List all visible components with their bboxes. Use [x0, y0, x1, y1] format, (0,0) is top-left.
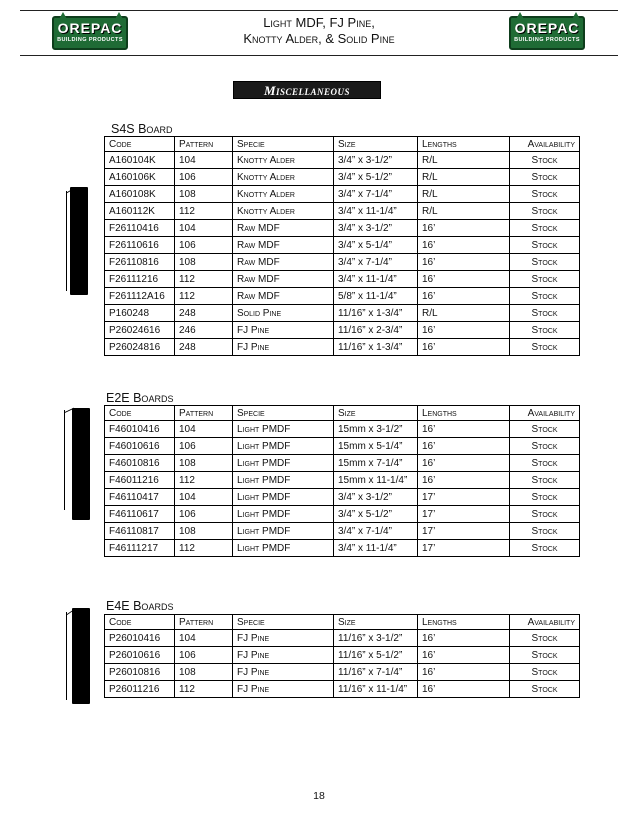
col-lengths: Lengths — [418, 406, 510, 421]
cell-pattern: 112 — [175, 540, 233, 557]
e2e-table — [104, 405, 580, 557]
table-row — [105, 220, 580, 237]
cell-pattern: 106 — [175, 438, 233, 455]
cell-pattern: 108 — [175, 664, 233, 681]
section-banner-label: Miscellaneous — [263, 83, 351, 98]
cell-pattern: 112 — [175, 472, 233, 489]
col-pattern: Pattern — [175, 137, 233, 152]
cell-code: F26110816 — [105, 254, 175, 271]
cell-pattern: 104 — [175, 489, 233, 506]
table-row — [105, 322, 580, 339]
cell-availability: Stock — [510, 322, 580, 339]
cell-lengths: 16’ — [418, 630, 510, 647]
cell-lengths: R/L — [418, 305, 510, 322]
cell-pattern: 112 — [175, 271, 233, 288]
cell-code: P26011216 — [105, 681, 175, 698]
table-row — [105, 152, 580, 169]
cell-size: 15mm x 7-1/4” — [334, 455, 418, 472]
cell-size: 15mm x 11-1/4” — [334, 472, 418, 489]
cell-size: 3/4” x 3-1/2” — [334, 220, 418, 237]
table-row — [105, 647, 580, 664]
logo-sub-text: BUILDING PRODUCTS — [57, 37, 123, 43]
cell-pattern: 108 — [175, 254, 233, 271]
cell-lengths: 16’ — [418, 421, 510, 438]
logo-sub-text: BUILDING PRODUCTS — [514, 37, 580, 43]
table-row — [105, 339, 580, 356]
cell-lengths: 17’ — [418, 523, 510, 540]
col-code: Code — [105, 615, 175, 630]
table-row — [105, 523, 580, 540]
cell-pattern: 104 — [175, 152, 233, 169]
cell-pattern: 106 — [175, 647, 233, 664]
cell-availability: Stock — [510, 647, 580, 664]
cell-code: F26110616 — [105, 237, 175, 254]
cell-lengths: 17’ — [418, 489, 510, 506]
logo-brand-text: OREPAC — [57, 20, 123, 36]
col-specie: Specie — [233, 137, 334, 152]
cell-availability: Stock — [510, 523, 580, 540]
col-pattern: Pattern — [175, 615, 233, 630]
table-row — [105, 630, 580, 647]
cell-code: A160106K — [105, 169, 175, 186]
page-title — [0, 15, 638, 47]
cell-availability: Stock — [510, 254, 580, 271]
cell-availability: Stock — [510, 271, 580, 288]
table-row — [105, 288, 580, 305]
cell-lengths: 16’ — [418, 438, 510, 455]
col-specie: Specie — [233, 615, 334, 630]
cell-pattern: 106 — [175, 506, 233, 523]
cell-size: 15mm x 5-1/4” — [334, 438, 418, 455]
cell-specie: Light PMDF — [233, 438, 334, 455]
col-code: Code — [105, 137, 175, 152]
cell-lengths: 16’ — [418, 254, 510, 271]
cell-lengths: 16’ — [418, 472, 510, 489]
col-availability: Availability — [510, 406, 580, 421]
cell-code: F261112A16 — [105, 288, 175, 305]
cell-code: P26010616 — [105, 647, 175, 664]
cell-lengths: R/L — [418, 186, 510, 203]
cell-pattern: 106 — [175, 237, 233, 254]
cell-availability: Stock — [510, 438, 580, 455]
cell-specie: Raw MDF — [233, 220, 334, 237]
cell-size: 3/4” x 7-1/4” — [334, 254, 418, 271]
cell-code: F26110416 — [105, 220, 175, 237]
cell-pattern: 112 — [175, 203, 233, 220]
cell-availability: Stock — [510, 203, 580, 220]
table-body — [105, 152, 580, 356]
cell-availability: Stock — [510, 455, 580, 472]
table-row — [105, 305, 580, 322]
cell-specie: Solid Pine — [233, 305, 334, 322]
cell-size: 15mm x 3-1/2” — [334, 421, 418, 438]
header-bottom-rule — [20, 55, 618, 56]
cell-lengths: 16’ — [418, 237, 510, 254]
col-pattern: Pattern — [175, 406, 233, 421]
e4e-table — [104, 614, 580, 698]
cell-specie: Knotty Alder — [233, 169, 334, 186]
cell-availability: Stock — [510, 152, 580, 169]
table-row — [105, 237, 580, 254]
cell-specie: Light PMDF — [233, 540, 334, 557]
cell-code: F46110617 — [105, 506, 175, 523]
cell-availability: Stock — [510, 506, 580, 523]
cell-availability: Stock — [510, 421, 580, 438]
cell-code: P26024616 — [105, 322, 175, 339]
cell-code: P26024816 — [105, 339, 175, 356]
cell-size: 3/4” x 11-1/4” — [334, 203, 418, 220]
cell-pattern: 112 — [175, 681, 233, 698]
logo-brand-text: OREPAC — [514, 20, 580, 36]
cell-size: 3/4” x 11-1/4” — [334, 271, 418, 288]
cell-specie: Raw MDF — [233, 237, 334, 254]
table-row — [105, 540, 580, 557]
board-profile-edge — [64, 410, 65, 510]
cell-specie: Raw MDF — [233, 254, 334, 271]
col-size: Size — [334, 406, 418, 421]
section-title-e4e: E4E Boards — [106, 599, 174, 613]
table-row — [105, 421, 580, 438]
cell-size: 11/16” x 3-1/2” — [334, 630, 418, 647]
cell-availability: Stock — [510, 540, 580, 557]
board-profile-icon — [72, 608, 90, 704]
cell-specie: Knotty Alder — [233, 186, 334, 203]
cell-pattern: 108 — [175, 455, 233, 472]
cell-lengths: 16’ — [418, 647, 510, 664]
section-banner — [233, 81, 381, 99]
cell-code: F46011216 — [105, 472, 175, 489]
col-availability: Availability — [510, 137, 580, 152]
cell-availability: Stock — [510, 288, 580, 305]
cell-size: 11/16” x 1-3/4” — [334, 305, 418, 322]
cell-pattern: 108 — [175, 523, 233, 540]
cell-specie: Raw MDF — [233, 271, 334, 288]
cell-size: 11/16” x 11-1/4” — [334, 681, 418, 698]
table-row — [105, 254, 580, 271]
cell-code: F46111217 — [105, 540, 175, 557]
header-top-rule — [20, 10, 618, 11]
cell-size: 11/16” x 2-3/4” — [334, 322, 418, 339]
cell-size: 3/4” x 5-1/4” — [334, 237, 418, 254]
cell-specie: Raw MDF — [233, 288, 334, 305]
col-code: Code — [105, 406, 175, 421]
cell-lengths: 16’ — [418, 664, 510, 681]
cell-pattern: 246 — [175, 322, 233, 339]
cell-code: F46010616 — [105, 438, 175, 455]
cell-code: F26111216 — [105, 271, 175, 288]
title-line-2: Knotty Alder, & Solid Pine — [243, 31, 395, 46]
cell-pattern: 248 — [175, 305, 233, 322]
cell-code: P26010816 — [105, 664, 175, 681]
table-row — [105, 169, 580, 186]
cell-lengths: 16’ — [418, 339, 510, 356]
cell-specie: FJ Pine — [233, 681, 334, 698]
cell-availability: Stock — [510, 169, 580, 186]
cell-size: 3/4” x 11-1/4” — [334, 540, 418, 557]
cell-availability: Stock — [510, 681, 580, 698]
cell-size: 11/16” x 1-3/4” — [334, 339, 418, 356]
table-row — [105, 506, 580, 523]
cell-size: 11/16” x 5-1/2” — [334, 647, 418, 664]
cell-size: 3/4” x 3-1/2” — [334, 152, 418, 169]
table-row — [105, 489, 580, 506]
cell-lengths: 16’ — [418, 681, 510, 698]
cell-size: 3/4” x 5-1/2” — [334, 506, 418, 523]
cell-lengths: 16’ — [418, 455, 510, 472]
page-number: 18 — [313, 790, 325, 802]
col-size: Size — [334, 615, 418, 630]
cell-code: F46110817 — [105, 523, 175, 540]
cell-size: 5/8” x 11-1/4” — [334, 288, 418, 305]
cell-lengths: R/L — [418, 203, 510, 220]
cell-size: 3/4” x 3-1/2” — [334, 489, 418, 506]
cell-specie: FJ Pine — [233, 630, 334, 647]
table-header — [105, 406, 580, 421]
cell-specie: FJ Pine — [233, 339, 334, 356]
table-row — [105, 438, 580, 455]
col-specie: Specie — [233, 406, 334, 421]
cell-availability: Stock — [510, 186, 580, 203]
cell-lengths: 16’ — [418, 271, 510, 288]
cell-lengths: 16’ — [418, 220, 510, 237]
cell-pattern: 112 — [175, 288, 233, 305]
cell-specie: FJ Pine — [233, 322, 334, 339]
cell-specie: FJ Pine — [233, 664, 334, 681]
cell-specie: Light PMDF — [233, 489, 334, 506]
cell-lengths: 16’ — [418, 288, 510, 305]
cell-specie: Light PMDF — [233, 506, 334, 523]
cell-lengths: 16’ — [418, 322, 510, 339]
cell-code: A160112K — [105, 203, 175, 220]
col-availability: Availability — [510, 615, 580, 630]
s4s-table — [104, 136, 580, 356]
cell-code: A160108K — [105, 186, 175, 203]
cell-code: A160104K — [105, 152, 175, 169]
table-body — [105, 630, 580, 698]
cell-availability: Stock — [510, 472, 580, 489]
table-row — [105, 664, 580, 681]
col-lengths: Lengths — [418, 137, 510, 152]
section-title-e2e: E2E Boards — [106, 391, 174, 405]
cell-availability: Stock — [510, 489, 580, 506]
cell-availability: Stock — [510, 237, 580, 254]
cell-pattern: 104 — [175, 630, 233, 647]
cell-code: F46010416 — [105, 421, 175, 438]
cell-pattern: 106 — [175, 169, 233, 186]
cell-size: 11/16” x 7-1/4” — [334, 664, 418, 681]
cell-specie: Knotty Alder — [233, 203, 334, 220]
cell-lengths: 17’ — [418, 506, 510, 523]
cell-specie: FJ Pine — [233, 647, 334, 664]
cell-availability: Stock — [510, 664, 580, 681]
cell-pattern: 104 — [175, 220, 233, 237]
cell-specie: Light PMDF — [233, 472, 334, 489]
table-row — [105, 203, 580, 220]
cell-lengths: 17’ — [418, 540, 510, 557]
col-size: Size — [334, 137, 418, 152]
table-row — [105, 455, 580, 472]
cell-pattern: 248 — [175, 339, 233, 356]
cell-code: F46110417 — [105, 489, 175, 506]
cell-size: 3/4” x 7-1/4” — [334, 523, 418, 540]
board-profile-edge — [66, 612, 67, 700]
board-profile-icon — [70, 187, 88, 295]
cell-availability: Stock — [510, 630, 580, 647]
cell-specie: Light PMDF — [233, 421, 334, 438]
cell-pattern: 108 — [175, 186, 233, 203]
cell-specie: Light PMDF — [233, 523, 334, 540]
table-row — [105, 186, 580, 203]
cell-specie: Knotty Alder — [233, 152, 334, 169]
cell-size: 3/4” x 7-1/4” — [334, 186, 418, 203]
board-profile-edge — [66, 191, 67, 291]
table-row — [105, 472, 580, 489]
cell-pattern: 104 — [175, 421, 233, 438]
cell-code: F46010816 — [105, 455, 175, 472]
col-lengths: Lengths — [418, 615, 510, 630]
cell-size: 3/4” x 5-1/2” — [334, 169, 418, 186]
title-line-1: Light MDF, FJ Pine, — [263, 15, 375, 30]
table-row — [105, 681, 580, 698]
cell-availability: Stock — [510, 339, 580, 356]
cell-specie: Light PMDF — [233, 455, 334, 472]
cell-code: P26010416 — [105, 630, 175, 647]
table-body — [105, 421, 580, 557]
table-header — [105, 137, 580, 152]
cell-code: P160248 — [105, 305, 175, 322]
cell-lengths: R/L — [418, 152, 510, 169]
board-profile-icon — [72, 408, 90, 520]
section-title-s4s: S4S Board — [111, 122, 173, 136]
table-row — [105, 271, 580, 288]
cell-availability: Stock — [510, 305, 580, 322]
table-header — [105, 615, 580, 630]
cell-availability: Stock — [510, 220, 580, 237]
cell-lengths: R/L — [418, 169, 510, 186]
